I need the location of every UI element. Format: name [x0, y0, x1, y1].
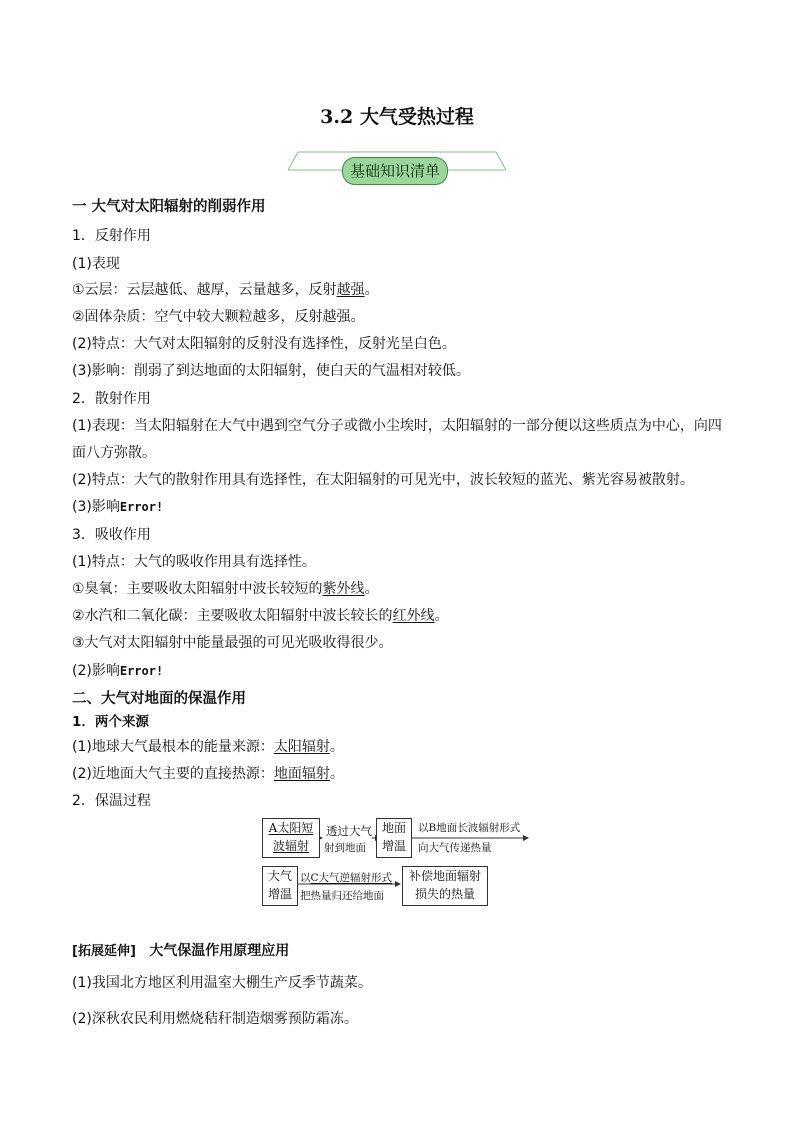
reflect-line4: (2)特点：大气对太阳辐射的反射没有选择性，反射光呈白色。 — [72, 336, 456, 352]
scatter-line1b: 面八方弥散。 — [72, 445, 156, 461]
scatter-line1: (1)表现：当太阳辐射在大气中遇到空气分子或微小尘埃时，太阳辐射的一部分便以这些质点为中心，向四 — [72, 418, 722, 434]
scatter-line3: (3)影响Error! — [72, 499, 164, 515]
section2-heading: 二、大气对地面的保温作用 — [72, 691, 246, 707]
page-title: 3.2 大气受热过程 — [320, 106, 474, 128]
absorb-title: 3．吸收作用 — [72, 527, 151, 543]
reflect-line1: (1)表现 — [72, 256, 120, 272]
absorb-line4: ③大气对太阳辐射中能量最强的可见光吸收得很少。 — [72, 635, 393, 651]
diagram-label-through: 透过大气 — [326, 824, 372, 838]
diagram-label-c2: 把热量归还给地面 — [300, 890, 384, 902]
diagram-box-solar: A太阳短 波辐射 — [262, 818, 320, 858]
heat-process-diagram — [262, 816, 542, 908]
process-title: 2．保温过程 — [72, 793, 151, 809]
diagram-box-ground: 地面 增温 — [376, 818, 412, 858]
diagram-label-to-ground: 射到地面 — [324, 842, 366, 854]
diagram-box-atmosphere: 大气 增温 — [262, 866, 298, 906]
absorb-line5: (2)影响Error! — [72, 663, 164, 679]
diagram-label-b: 以B地面长波辐射形式 — [418, 822, 521, 834]
diagram-label-b2: 向大气传递热量 — [418, 842, 492, 854]
section1-heading: 一 大气对太阳辐射的削弱作用 — [72, 199, 266, 215]
reflect-title: 1．反射作用 — [72, 228, 151, 244]
scatter-title: 2．散射作用 — [72, 391, 151, 407]
absorb-line1: (1)特点：大气的吸收作用具有选择性。 — [72, 554, 316, 570]
diagram-label-c: 以C大气逆辐射形式 — [300, 872, 393, 884]
reflect-line2: ①云层：云层越低、越厚，云量越多，反射越强。 — [72, 282, 379, 298]
extension-line2: (2)深秋农民利用燃烧秸秆制造烟雾预防霜冻。 — [72, 1011, 358, 1027]
extension-heading: [拓展延伸] 大气保温作用原理应用 — [72, 943, 290, 959]
extension-line1: (1)我国北方地区利用温室大棚生产反季节蔬菜。 — [72, 975, 372, 991]
absorb-line2: ①臭氧：主要吸收太阳辐射中波长较短的紫外线。 — [72, 581, 379, 597]
banner-label: 基础知识清单 — [342, 157, 448, 185]
section-banner — [288, 150, 506, 188]
sources-line1: (1)地球大气最根本的能量来源：太阳辐射。 — [72, 739, 344, 755]
reflect-line3: ②固体杂质：空气中较大颗粒越多，反射越强。 — [72, 309, 365, 325]
absorb-line3: ②水汽和二氧化碳：主要吸收太阳辐射中波长较长的红外线。 — [72, 608, 449, 624]
sources-line2: (2)近地面大气主要的直接热源：地面辐射。 — [72, 766, 344, 782]
sources-title: 1．两个来源 — [72, 714, 149, 730]
scatter-line2: (2)特点：大气的散射作用具有选择性，在太阳辐射的可见光中，波长较短的蓝光、紫光容易被散射。 — [72, 472, 694, 488]
reflect-line5: (3)影响：削弱了到达地面的太阳辐射，使白天的气温相对较低。 — [72, 363, 470, 379]
diagram-box-compensate: 补偿地面辐射 损失的热量 — [402, 866, 488, 906]
